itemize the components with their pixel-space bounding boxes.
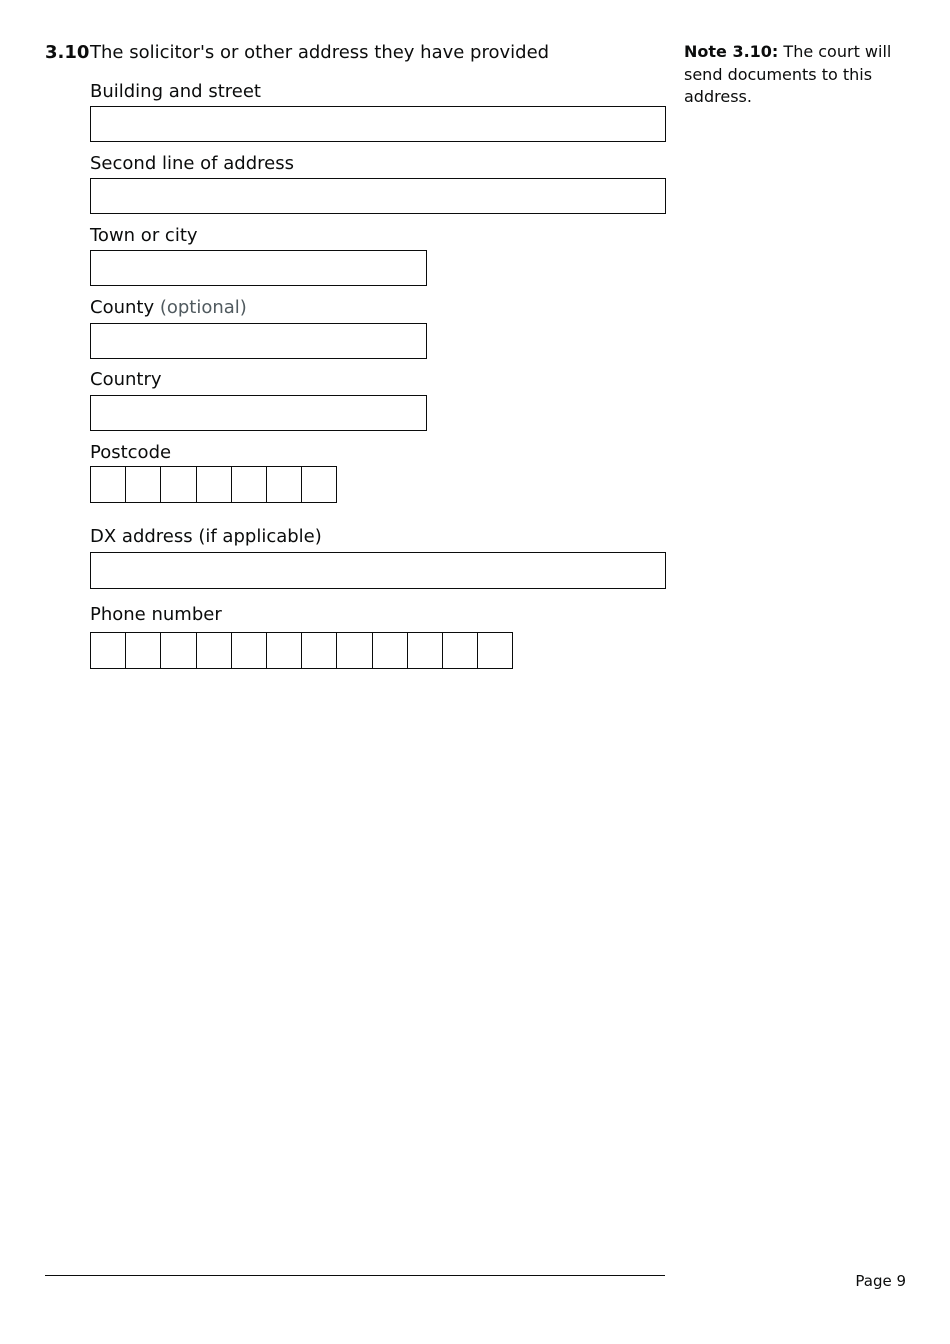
phone-boxes: [90, 632, 513, 669]
phone-char-box[interactable]: [231, 632, 267, 669]
building-street-label: Building and street: [90, 81, 261, 102]
question-number: 3.10: [45, 42, 90, 63]
side-note: [684, 41, 899, 109]
postcode-char-box[interactable]: [90, 466, 126, 503]
phone-label: Phone number: [90, 604, 222, 625]
dx-address-label: DX address (if applicable): [90, 526, 322, 547]
phone-char-box[interactable]: [266, 632, 302, 669]
second-line-label: Second line of address: [90, 153, 294, 174]
postcode-boxes: [90, 466, 337, 503]
dx-address-input[interactable]: [90, 552, 666, 589]
phone-char-box[interactable]: [301, 632, 337, 669]
county-label-text: County: [90, 297, 155, 318]
phone-char-box[interactable]: [160, 632, 196, 669]
page-number: Page 9: [855, 1272, 906, 1290]
phone-char-box[interactable]: [407, 632, 443, 669]
second-line-input[interactable]: [90, 178, 666, 214]
phone-char-box[interactable]: [372, 632, 408, 669]
phone-char-box[interactable]: [90, 632, 126, 669]
town-city-label: Town or city: [90, 225, 198, 246]
phone-char-box[interactable]: [336, 632, 372, 669]
country-label: Country: [90, 369, 162, 390]
postcode-char-box[interactable]: [231, 466, 267, 503]
note-text: The court will send documents to this address.: [684, 42, 892, 106]
county-label: [90, 296, 247, 320]
phone-char-box[interactable]: [442, 632, 478, 669]
building-street-input[interactable]: [90, 106, 666, 142]
phone-char-box[interactable]: [477, 632, 513, 669]
postcode-char-box[interactable]: [301, 466, 337, 503]
county-input[interactable]: [90, 323, 427, 359]
postcode-char-box[interactable]: [160, 466, 196, 503]
town-city-input[interactable]: [90, 250, 427, 286]
note-label: Note 3.10:: [684, 42, 779, 61]
postcode-char-box[interactable]: [266, 466, 302, 503]
optional-hint: (optional): [154, 297, 247, 318]
phone-char-box[interactable]: [196, 632, 232, 669]
postcode-char-box[interactable]: [125, 466, 161, 503]
postcode-char-box[interactable]: [196, 466, 232, 503]
question-title: The solicitor's or other address they have provided: [90, 42, 550, 63]
footer-divider: [45, 1275, 665, 1276]
phone-char-box[interactable]: [125, 632, 161, 669]
country-input[interactable]: [90, 395, 427, 431]
postcode-label: Postcode: [90, 442, 172, 463]
